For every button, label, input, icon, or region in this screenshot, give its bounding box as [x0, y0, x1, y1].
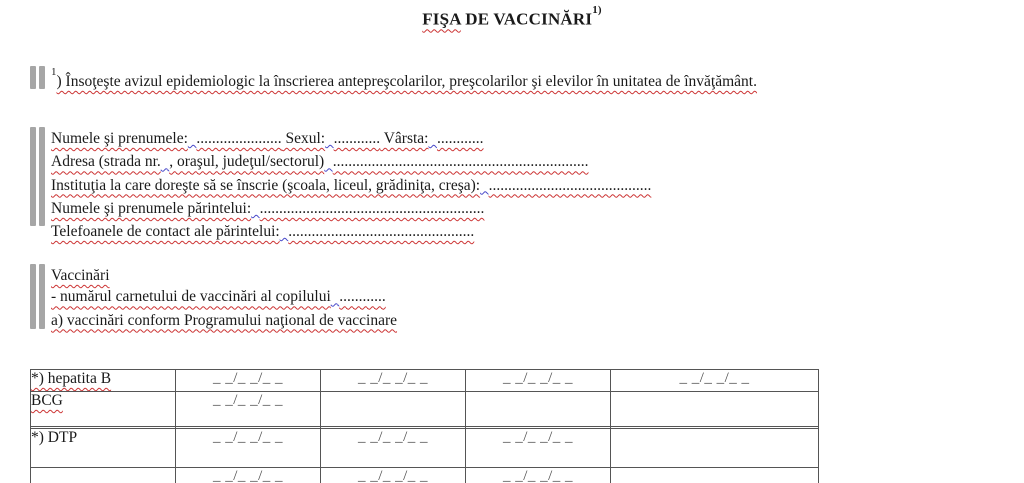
address-blank[interactable]: .................................................................. [332, 153, 589, 171]
date-cell[interactable]: _ _/_ _/_ _ [611, 370, 819, 392]
date-cell[interactable]: _ _/_ _/_ _ [321, 468, 466, 483]
grammar-squiggle-icon [251, 205, 260, 215]
footnote-text: $^1$) Însoţeşte avizul epidemiologic la înscrierea antepreşcolarilor, preşcolarilor şi elevilor în unitatea de învăţământ. [51, 66, 757, 91]
vaccine-label-cell [31, 468, 176, 483]
date-cell[interactable]: _ _/_ _/_ _ [466, 370, 611, 392]
grammar-squiggle-icon [428, 135, 437, 145]
date-cell[interactable] [611, 468, 819, 483]
date-cell[interactable] [321, 392, 466, 427]
title-word-misspelled: FIŞA [422, 9, 461, 29]
program-line: a) vaccinări conform Programului naţional de vaccinare [51, 311, 398, 329]
date-cell[interactable] [611, 429, 819, 468]
form-line-parent-name: Numele şi prenumele părintelui: .......................................................... [51, 199, 485, 217]
grammar-squiggle-icon [324, 158, 333, 168]
vaccine-label-cell: *) hepatita B [31, 370, 176, 392]
date-cell[interactable]: _ _/_ _/_ _ [466, 429, 611, 468]
grammar-squiggle-icon [480, 182, 489, 192]
footnote-block [30, 66, 757, 92]
grammar-squiggle-icon [161, 158, 170, 168]
table-row-hepatita-b [31, 370, 819, 392]
date-cell[interactable]: _ _/_ _/_ _ [176, 429, 321, 468]
grammar-squiggle-icon [331, 293, 340, 303]
title-rest: DE VACCINĂRI [460, 9, 593, 29]
date-cell[interactable]: _ _/_ _/_ _ [321, 429, 466, 468]
vaccinations-heading: Vaccinări [51, 267, 110, 284]
date-cell[interactable]: _ _/_ _/_ _ [321, 370, 466, 392]
parent-name-blank[interactable]: .......................................................... [259, 199, 485, 217]
date-cell[interactable] [466, 392, 611, 427]
date-cell[interactable]: _ _/_ _/_ _ [176, 468, 321, 483]
change-bars-icon [30, 66, 45, 89]
grammar-squiggle-icon [325, 135, 334, 145]
date-cell[interactable]: _ _/_ _/_ _ [466, 468, 611, 483]
sex-blank[interactable]: ............ [333, 130, 381, 147]
table-row-dtp [31, 429, 819, 468]
card-number-blank[interactable]: ............ [339, 288, 386, 306]
change-bars-icon [30, 127, 45, 226]
vaccination-card-number-line: - numărul carnetului de vaccinări al copilului ............ [51, 288, 386, 306]
form-line-address: Adresa (strada nr. , oraşul, judeţul/sectorul) .................................................................. [51, 153, 589, 171]
age-blank[interactable]: ............ [436, 130, 484, 147]
parent-phones-blank[interactable]: ................................................ [288, 223, 475, 241]
page-title [0, 4, 1024, 30]
vaccination-table [30, 369, 819, 483]
date-cell[interactable]: _ _/_ _/_ _ [176, 370, 321, 392]
form-line-parent-phones: Telefoanele de contact ale părintelui: ................................................ [51, 223, 475, 241]
change-bars-icon [30, 264, 45, 329]
form-line-name-sex-age: Numele şi prenumele: ...................... Sexul: ............ Vârsta: ............ [51, 130, 484, 147]
title-footnote-ref: 1) [592, 4, 602, 16]
date-cell[interactable]: _ _/_ _/_ _ [176, 392, 321, 427]
form-block [30, 127, 651, 244]
footnote-ref: 1 [51, 66, 57, 78]
table-row-partial [31, 468, 819, 483]
form-line-institution: Instituţia la care doreşte să se înscrie (şcoala, liceul, grădiniţa, creşa): .......................................... [51, 176, 652, 194]
vaccine-label-cell: BCG [31, 392, 176, 427]
date-cell[interactable] [611, 392, 819, 427]
vaccine-label-cell: *) DTP [31, 429, 176, 468]
name-blank[interactable]: ...................... [196, 130, 282, 147]
institution-blank[interactable]: .......................................... [488, 176, 652, 194]
grammar-squiggle-icon [280, 228, 289, 238]
vaccinations-block [30, 264, 397, 331]
table-row-bcg [31, 392, 819, 427]
